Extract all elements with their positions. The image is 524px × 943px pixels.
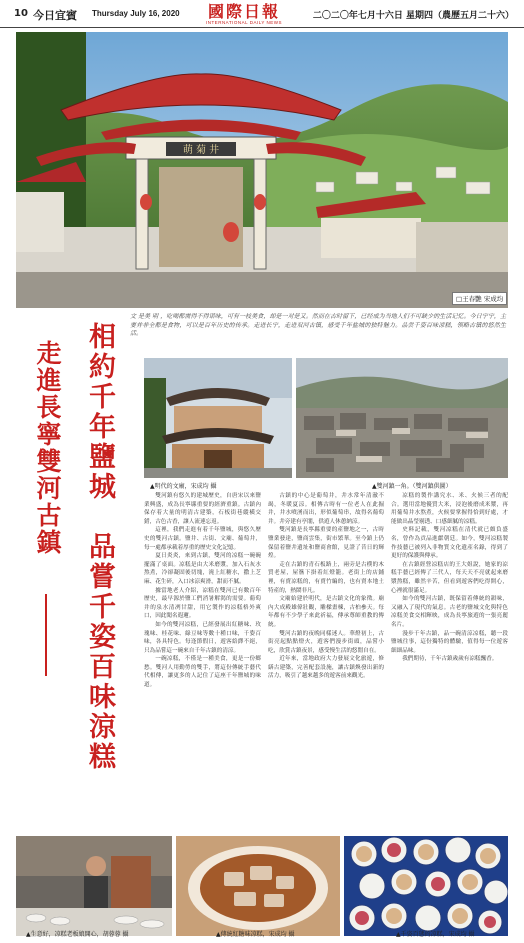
vendor-caption: ▲生意好，凉糕老板娘開心，胡蓉蓉 攝 bbox=[26, 931, 129, 938]
paragraph: 近年來，當地政府大力發展文化旅遊，修繕古建築，完善配套設施，讓古鎮煥發出新的活力，吸引了越來越多的遊客前來觀光。 bbox=[268, 656, 384, 680]
paragraph: 史料記載，雙河凉糕在清代就已頗負盛名，曾作為貢品進獻朝廷。如今，雙河凉糕製作技藝已被列入非物質文化遺產名錄，得到了更好的保護與傳承。 bbox=[391, 527, 508, 560]
paragraph: 這裡，我們走進有着千年鹽城，與悠久歷史的雙河古鎮。鹽井、古街、文廟、葡萄井，每一處都承載着厚重的歷史文化記憶。 bbox=[144, 527, 261, 551]
paragraph: 雙河古鎮的夜晚同樣迷人。華燈初上，古街亮起點點燈火，遊客們漫步街頭，品嘗小吃，欣賞古鎮夜景，感受慢生活的悠閒自在。 bbox=[268, 630, 384, 654]
headline-main: 相約千年鹽城 品嘗千姿百味涼糕 bbox=[84, 322, 115, 772]
hero-photo bbox=[16, 32, 508, 308]
paragraph: 如今的雙河古鎮，既保留着傳統的韻味，又融入了現代的氣息。古老的鹽城文化與特色凉糕美食交相輝映，成為長寧旅遊的一張亮麗名片。 bbox=[391, 596, 508, 628]
paragraph: 雙河鎮有悠久的建城歷史，自唐宋以來鹽業興盛，成為長寧縣重要的經濟重鎮。古鎮內保存着大量的明清古建築，石板街巷縱橫交錯，古色古香，讓人流連忘返。 bbox=[144, 493, 261, 525]
section-title: 今日宜賓 bbox=[33, 9, 77, 22]
town-illustration bbox=[296, 358, 508, 478]
title-divider bbox=[45, 594, 47, 676]
paragraph: 雙河鎮是長寧縣重要的產鹽地之一，古時鹽業發達，鹽商雲集，街市繁華。至今鎮上仍保留着鹽井遺址和鹽商會館，見證了昔日的輝煌。 bbox=[268, 527, 384, 560]
hero-credit: □王春艷 宋成均 bbox=[452, 292, 507, 305]
brown-sugar-cake-caption: ▲傳統紅糖味凉糕，宋成均 攝 bbox=[216, 931, 295, 938]
paragraph: 在古鎮經營凉糕店的王大姐說，她家的凉糕手藝已經傳了三代人，每天天不亮就起來磨漿熬糕，雖然辛苦，但看到遊客們吃得開心，心裡就很滿足。 bbox=[391, 561, 508, 594]
masthead-english: INTERNATIONAL DAILY NEWS bbox=[205, 20, 283, 25]
hero-illustration bbox=[16, 32, 508, 308]
paragraph: 文廟始建於明代，是古鎮文化的象徵。廟內大成殿雄偉壯觀，雕樑畫棟，古柏參天。每年都有不少學子來此祈福，傳承尊師重教的傳統。 bbox=[268, 596, 384, 628]
temple-illustration bbox=[144, 358, 292, 478]
body-column-2 bbox=[268, 492, 384, 826]
date-english: Thursday July 16, 2020 bbox=[92, 9, 180, 18]
headline-sub: 走進長寧雙河古鎮 bbox=[33, 340, 62, 556]
date-chinese: 二〇二〇年七月十六日 星期四（農歷五月二十六） bbox=[312, 11, 514, 21]
body-column-3 bbox=[391, 492, 508, 826]
assorted-cakes-photo bbox=[344, 836, 508, 936]
masthead-chinese: 國際日報 bbox=[207, 2, 280, 21]
paragraph: 我們期待，千年古鎮歲歲有凉糕飄香。 bbox=[402, 656, 498, 663]
vendor-photo bbox=[16, 836, 172, 936]
town-caption: ▲雙河鎮一角。（雙河鎮供圖） bbox=[372, 483, 452, 490]
page-header bbox=[0, 0, 524, 28]
paragraph: 據當地老人介紹，凉糕在雙河已有數百年歷史，最早源於鹽工們消暑解渴的需要。葡萄井的泉水清冽甘甜，用它製作的凉糕格外爽口，因此聞名遐邇。 bbox=[144, 587, 261, 620]
assorted-cakes-caption: ▲千姿百態的凉糕，宋成均 攝 bbox=[396, 931, 475, 938]
masthead bbox=[196, 3, 292, 25]
paragraph: 如今的雙河凉糕，已經發展出紅糖味、玫瑰味、桂花味、綠豆味等數十種口味，千姿百味，各具特色。每逢節假日，遊客絡繹不絕，只為品嘗這一碗來自千年古鎮的清涼。 bbox=[144, 621, 261, 654]
temple-caption: ▲明代的文廟，宋成均 攝 bbox=[150, 483, 217, 490]
temple-photo bbox=[144, 358, 292, 478]
paragraph: 凉糕的製作講究水、米、火候三者的配合。選用當地優質大米，浸泡後磨成米漿，再用葡萄井水熬煮，火候要掌握得恰到好處，才能做出晶瑩剔透、口感細膩的凉糕。 bbox=[391, 493, 508, 525]
paragraph: 古鎮的中心是葡萄井，井水常年清澈不竭，冬暖夏涼。相傳古時有一位老人在此掘井，井水噴湧而出，形似葡萄串，故得名葡萄井。井旁建有亭閣，供遊人休憩納涼。 bbox=[268, 493, 384, 525]
paragraph: 一碗凉糕，不僅是一種美食，更是一份鄉愁。雙河人用勤勞的雙手，將這份傳統手藝代代相傳，讓更多的人記住了這座千年鹽城的味道。 bbox=[144, 656, 261, 689]
town-photo bbox=[296, 358, 508, 478]
brown-sugar-cake-illustration bbox=[176, 836, 340, 936]
vendor-illustration bbox=[16, 836, 172, 936]
body-column-1 bbox=[144, 492, 261, 826]
assorted-cakes-illustration bbox=[344, 836, 508, 936]
gate-sign: 萌 菊 井 bbox=[182, 145, 220, 156]
paragraph: 走在古鎮的青石板路上，兩旁是古樸的木質老屋，屋簷下掛着紅燈籠。老街上的店鋪裡，有賣凉糕的，有賣竹編的，也有賣本地土特產的，熱鬧非凡。 bbox=[268, 561, 384, 594]
brown-sugar-cake-photo bbox=[176, 836, 340, 936]
intro-paragraph: 文 是美 明 ，吃喝都需得不得诺味，可有一枝美食，却是一对是又。然而在古时留下，已经成为当地人们不可缺少的生活记忆。今日宁宁，主要并非全都是食物，可以是百年历史的传承。走进长宁，走进双河古镇，感受千年盐城的独特魅力。品尝千姿百味凉糕，领略古镇的悠然生活。 bbox=[130, 313, 506, 338]
paragraph: 漫步千年古鎮，品一碗清涼凉糕，聽一段鹽城往事，這份獨特的體驗，值得每一位遊客細細品味。 bbox=[391, 630, 508, 654]
page-number: 10 bbox=[14, 8, 28, 19]
paragraph: 夏日炎炎，來到古鎮，雙河的凉糕一碗碗擺滿了桌面。凉糕是由大米磨漿，加入石灰水熬煮，冷卻凝固後切塊，澆上紅糖水，撒上芝麻、花生碎，入口冰涼爽滑，甜而不膩。 bbox=[144, 553, 261, 585]
